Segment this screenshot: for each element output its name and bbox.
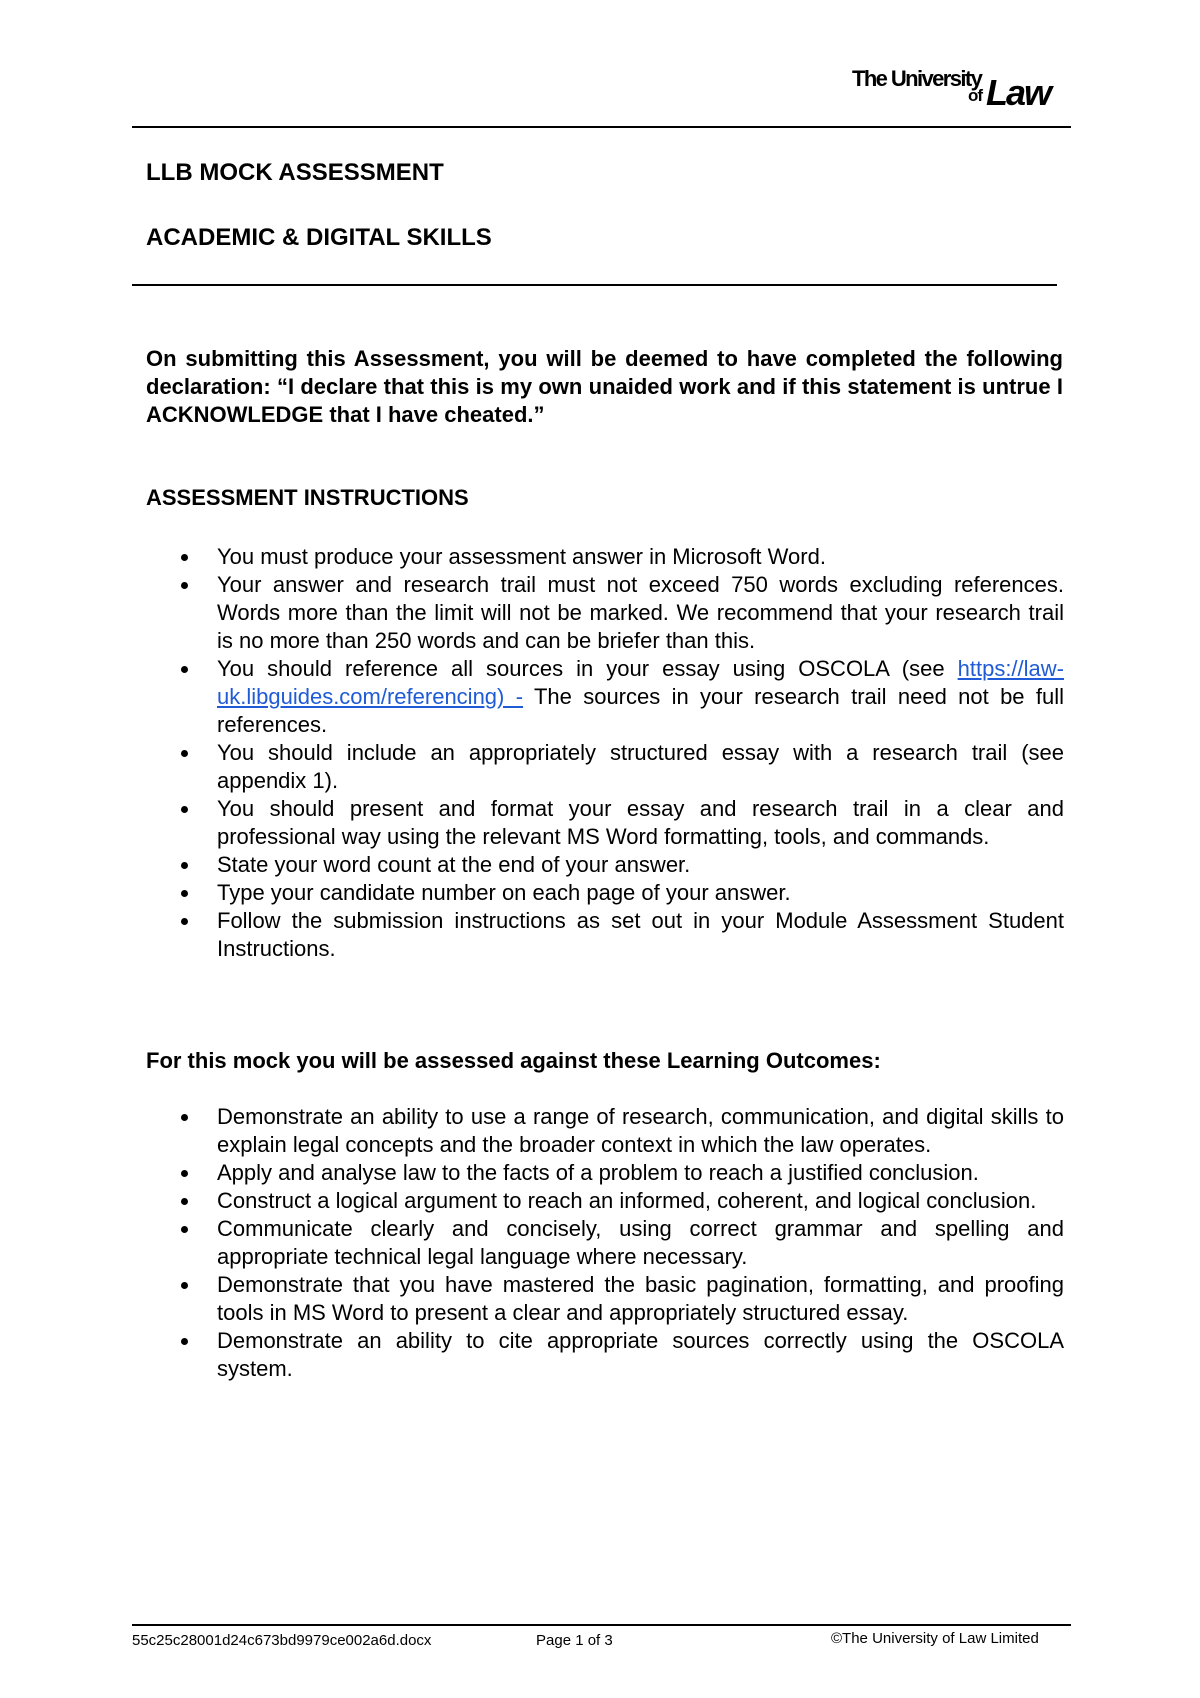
outcomes-list (146, 1103, 1064, 1383)
list-item: You should include an appropriately structured essay with a research trail (see appendix 1). (146, 739, 1064, 795)
instructions-heading: ASSESSMENT INSTRUCTIONS (146, 485, 469, 510)
referencing-link[interactable]: https://law-uk.libguides.com/referencing) - (217, 656, 1064, 709)
title-divider (132, 284, 1057, 286)
logo-law: Law (986, 72, 1051, 113)
list-item: Construct a logical argument to reach an informed, coherent, and logical conclusion. (146, 1187, 1064, 1215)
footer-copyright: ©The University of Law Limited (831, 1630, 1039, 1647)
declaration-text: On submitting this Assessment, you will be deemed to have completed the following declaration: “I declare that this is my own unaided work and if this statement is untrue I ACKNOWLEDGE that I have cheated.” (146, 346, 1063, 427)
header-divider (132, 126, 1071, 128)
list-item: Your answer and research trail must not exceed 750 words excluding references. Words more than the limit will not be marked. We recommend that your research trail is no more than 250 words and can be briefer than this. (146, 571, 1064, 655)
university-logo (852, 64, 1062, 113)
list-item-text: You should reference all sources in your essay using OSCOLA (see (217, 656, 958, 681)
list-item-text: The sources in your research trail need not be full references. (217, 684, 1064, 737)
list-item: Demonstrate an ability to use a range of research, communication, and digital skills to explain legal concepts and the broader context in which the law operates. (146, 1103, 1064, 1159)
document-subtitle: ACADEMIC & DIGITAL SKILLS (146, 224, 492, 251)
list-item: Type your candidate number on each page of your answer. (146, 879, 1064, 907)
list-item: You must produce your assessment answer in Microsoft Word. (146, 543, 1064, 571)
document-title: LLB MOCK ASSESSMENT (146, 159, 444, 186)
footer-filename: 55c25c28001d24c673bd9979ce002a6d.docx (132, 1632, 432, 1649)
list-item (146, 655, 1064, 739)
list-item: Apply and analyse law to the facts of a problem to reach a justified conclusion. (146, 1159, 1064, 1187)
list-item: Demonstrate an ability to cite appropriate sources correctly using the OSCOLA system. (146, 1327, 1064, 1383)
list-item: State your word count at the end of your answer. (146, 851, 1064, 879)
list-item: Communicate clearly and concisely, using correct grammar and spelling and appropriate technical legal language where necessary. (146, 1215, 1064, 1271)
list-item: You should present and format your essay and research trail in a clear and professional way using the relevant MS Word formatting, tools, and commands. (146, 795, 1064, 851)
footer-divider (132, 1624, 1071, 1626)
logo-line1: The University (852, 66, 982, 91)
logo-of: of (968, 86, 983, 105)
list-item: Demonstrate that you have mastered the basic pagination, formatting, and proofing tools in MS Word to present a clear and appropriately structured essay. (146, 1271, 1064, 1327)
outcomes-heading: For this mock you will be assessed against these Learning Outcomes: (146, 1048, 881, 1073)
list-item: Follow the submission instructions as set out in your Module Assessment Student Instructions. (146, 907, 1064, 963)
footer-page-number: Page 1 of 3 (536, 1632, 613, 1649)
instructions-list (146, 543, 1064, 963)
